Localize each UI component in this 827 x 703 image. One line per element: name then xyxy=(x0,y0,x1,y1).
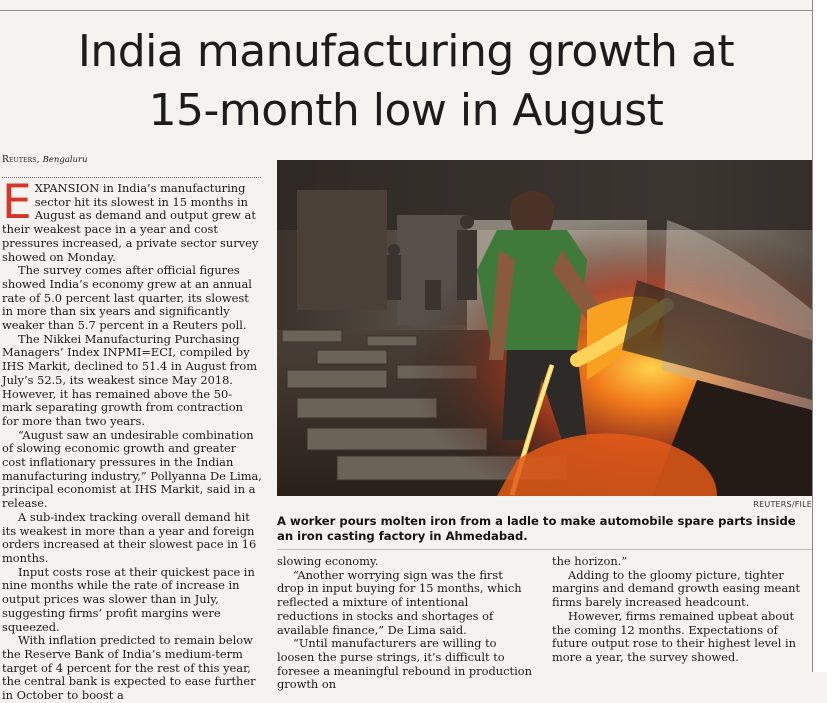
article-paragraph: “Another worrying sign was the first drop in input buying for 15 months, which reflected a mixture of intentional reductions in stocks and shortages of available finance,” De Lima said. xyxy=(277,567,522,637)
article-column-1 xyxy=(2,175,262,703)
article-paragraph: “Until manufacturers are willing to loosen the purse strings, it’s difficult to foresee a meaningful rebound in production growth on xyxy=(277,636,532,692)
caption-divider xyxy=(277,549,812,550)
headline-line-1: India manufacturing growth at xyxy=(77,26,735,77)
article-column-2 xyxy=(277,555,533,692)
article-paragraph: However, firms remained upbeat about the coming 12 months. Expectations of future output rose to their highest level in more a year, the survey showed. xyxy=(552,608,796,664)
article-paragraph: slowing economy. xyxy=(277,554,379,568)
news-photo xyxy=(277,160,812,496)
headline xyxy=(0,22,812,140)
headline-line-2: 15-month low in August xyxy=(148,85,664,136)
article-paragraph: The survey comes after official figures showed India’s economy grew at an annual rate of 5.0 percent last quarter, its slowest in more than six years and significantly weaker than 5.7 percent in a Reuters poll. xyxy=(2,263,252,333)
article-paragraph: the horizon.” xyxy=(552,554,628,568)
foundry-worker-photo xyxy=(277,160,812,496)
article-paragraph: A sub-index tracking overall demand hit its weakest in more than a year and foreign orders increased at their slowest pace in 16 months. xyxy=(2,509,257,565)
byline-agency: Reuters, xyxy=(2,155,40,165)
photo-credit: REUTERS/FILE xyxy=(753,500,812,509)
article-paragraph: Adding to the gloomy picture, tighter margins and demand growth easing meant firms barely increased headcount. xyxy=(552,567,801,610)
article-paragraph: EXPANSION in India’s manufacturing sector hit its slowest in 15 months in August as demand and output grew at their weakest pace in a year and cost pressures increased, a private sector survey showed on Monday. xyxy=(2,175,259,264)
article-column-3 xyxy=(552,555,812,665)
page-edge xyxy=(812,0,827,672)
article-paragraph: Input costs rose at their quickest pace in nine months while the rate of increase in output prices was slower than in July, suggesting firms’ profit margins were squeezed. xyxy=(2,564,255,634)
article-paragraph: The Nikkei Manufacturing Purchasing Managers’ Index INPMI=ECI, compiled by IHS Markit, declined to 51.4 in August from July’s 52.5, its weakest since May 2018. However, it has remained above the 50-mark separating growth from contraction for more than two years. xyxy=(2,331,257,428)
drop-cap: E xyxy=(2,175,32,230)
byline-divider xyxy=(2,177,261,178)
article-paragraph: “August saw an undesirable combination of slowing economic growth and greater cost inflationary pressures in the Indian manufacturing industry,” Pollyanna De Lima, principal economist at IHS Markit, said in a release. xyxy=(2,427,262,511)
byline xyxy=(2,155,88,165)
article-paragraph: With inflation predicted to remain below the Reserve Bank of India’s medium-term target of 4 percent for the rest of this year, the central bank is expected to ease further in October to boost a xyxy=(2,633,256,703)
byline-location: Bengaluru xyxy=(42,155,88,165)
top-border xyxy=(0,0,812,11)
photo-caption: A worker pours molten iron from a ladle to make automobile spare parts inside an iron casting factory in Ahmedabad. xyxy=(277,514,796,543)
